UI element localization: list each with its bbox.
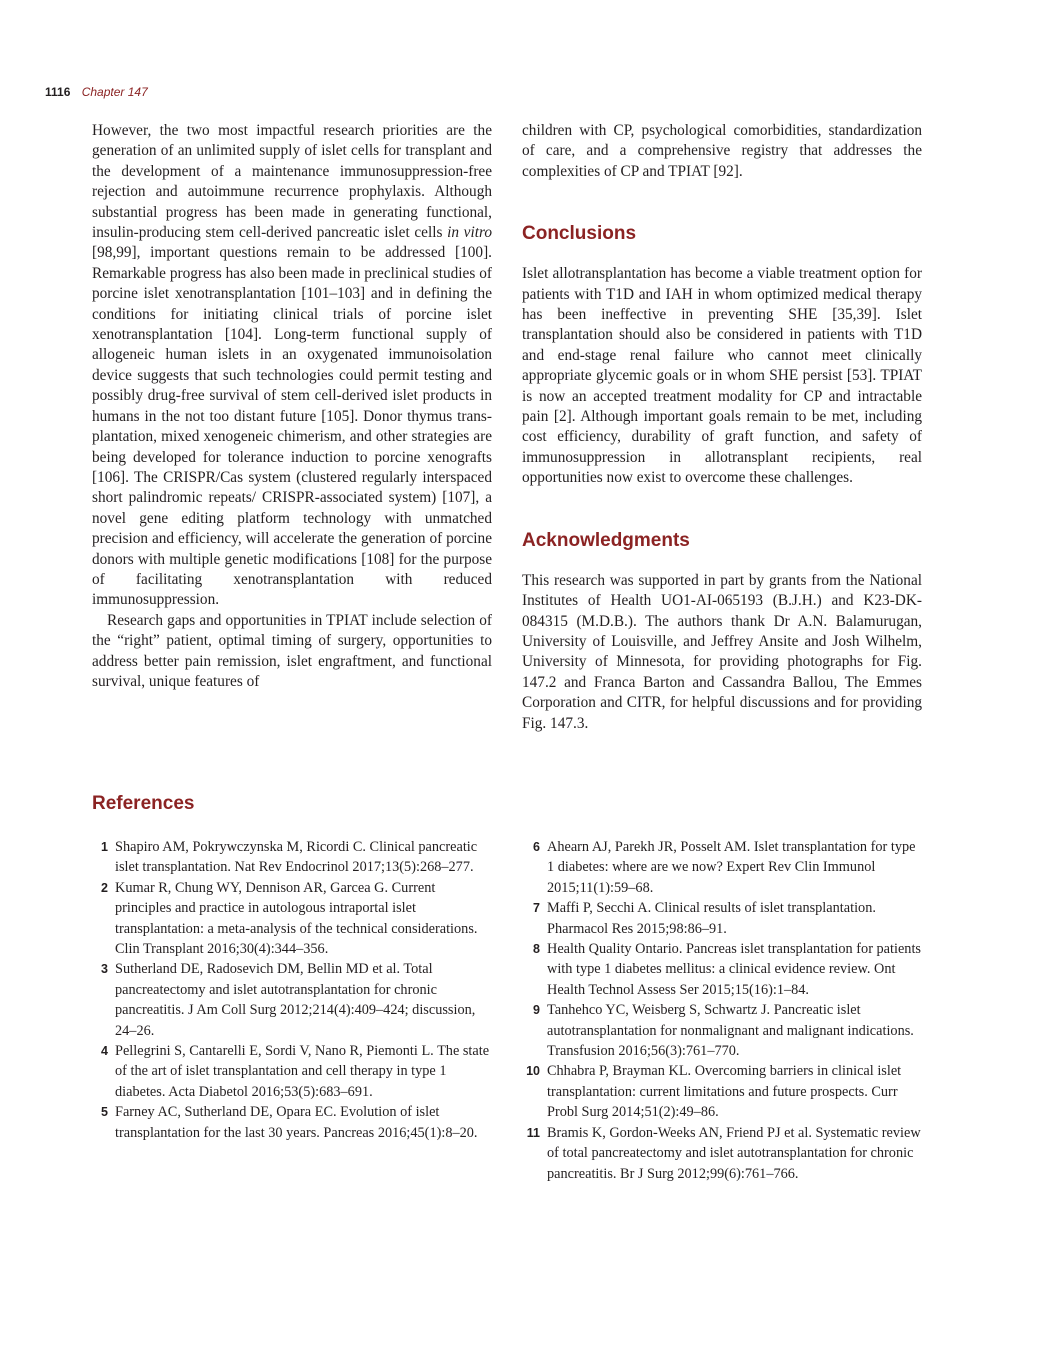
reference-text: Kumar R, Chung WY, Dennison AR, Garcea G. Current principles and practice in autologous intraportal islet transplantation: a meta-analysis of the technical considerations. Clin Transplant 2016;30(4):344–356. — [115, 879, 478, 958]
reference-text: Chhabra P, Brayman KL. Overcoming barriers in clinical islet transplantation: current limitations and future prospects. Curr Probl Surg 2014;51(2):49–86. — [547, 1063, 902, 1121]
reference-item — [92, 959, 492, 1041]
reference-number: 1 — [101, 840, 108, 854]
conclusions-heading: Conclusions — [522, 223, 637, 245]
reference-item — [522, 1061, 922, 1122]
page-number: 1116 — [45, 85, 71, 99]
reference-number: 10 — [526, 1064, 540, 1079]
reference-item — [522, 1000, 922, 1061]
paragraph-text: However, the two most impactful research priorities are the generation of an unlimited supply of islet cells for transplant and the development of a maintenance immunosuppression-free rejection and autoimmune recurrence prophylaxis. Although substantial progress has been made in generating functional, insulin-producing stem cell-derived pancreatic islet cells — [92, 122, 492, 242]
body-paragraph: Research gaps and opportunities in TPIAT include selection of the “right” patient, optimal timing of surgery, opportunities to address better pain remission, islet engraftment, and functional survival, unique features of — [92, 611, 492, 690]
italic-term: in vitro — [447, 224, 493, 242]
right-text-column — [522, 121, 922, 734]
reference-number: 2 — [101, 880, 108, 895]
reference-item — [92, 878, 492, 960]
body-paragraph — [92, 121, 492, 611]
reference-text: Bramis K, Gordon-Weeks AN, Friend PJ et al. Systematic review of total pancreatectomy and islet autotransplantation for chronic pancreatitis. Br J Surg 2012;99(6):761–766. — [547, 1124, 921, 1182]
acknowledgments-paragraph: This research was supported in part by grants from the National Institutes of Health UO1-AI-065193 (B.J.H.) and K23-DK-084315 (M.D.B.). The authors thank Dr A.N. Balamurugan, University of Louisville, and Jeffrey Ansite and Josh Wilhelm, University of Minnesota, for providing photographs for Fig. 147.2 and Franca Barton and Cassandra Ballou, The Emmes Corporation and CITR, for helpful discussions and for providing Fig. 147.3. — [522, 571, 922, 732]
conclusions-paragraph: Islet allotransplantation has become a viable treatment option for patients with T1D and IAH in whom optimized medical therapy has been ineffective in preventing SHE [35,39]. Islet transplantation should also be considered in patients with T1D and end-stage renal failure who cannot meet clinically appropriate glycemic goals or in whom SHE persist [53]. TPIAT is now an accepted treatment modality for CP and intractable pain [2]. Although important goals remain to be met, including cost efficiency, durability of graft function, and safety of immunosuppression in allotransplant recipients, real opportunities now exist to overcome these challenges. — [522, 265, 922, 487]
references-heading: References — [92, 793, 195, 814]
reference-item — [522, 898, 922, 939]
paragraph-text: [98,99], important questions remain to be addressed [100]. Remarkable progress has also been made in preclinical studies of porcine islet xenotransplantation [101–103] and in defining the conditions for initiating clinical trials of porcine islet xenotransplantation [104]. Long-term functional supply of allogeneic human islets in an oxygenated immunoisolation device suggests that such technologies could permit testing and possibly drug-free survival of stem cell-derived islet products in humans in the not too distant future [105]. Donor thymus transplantation, mixed xenogeneic chimerism, and other strategies are being developed for tolerance induction to porcine xenografts [106]. The CRISPR/Cas system (clustered regularly interspaced short palindromic repeats/ CRISPR-associated system) [107], a novel gene editing platform technology with unmatched precision and efficiency, will accelerate the generation of porcine donors with multiple genetic modifications [108] for the purpose of facilitating xenotransplantation with reduced immunosuppression. — [92, 244, 492, 609]
references-right-column — [522, 837, 922, 1184]
reference-item — [92, 837, 492, 878]
reference-number: 4 — [101, 1044, 108, 1059]
reference-item — [522, 837, 922, 898]
reference-number: 11 — [526, 1125, 540, 1140]
reference-text: Maffi P, Secchi A. Clinical results of islet transplantation. Pharmacol Res 2015;98:86–91. — [547, 900, 876, 937]
references-left-column — [92, 837, 492, 1143]
chapter-label: Chapter 147 — [81, 85, 148, 99]
reference-number: 5 — [101, 1105, 108, 1120]
reference-number: 7 — [533, 901, 540, 916]
reference-item — [92, 1102, 492, 1143]
reference-text: Pellegrini S, Cantarelli E, Sordi V, Nano R, Piemonti L. The state of the art of islet transplantation and cell therapy in type 1 diabetes. Acta Diabetol 2016;53(5):683–691. — [115, 1043, 490, 1100]
reference-number: 9 — [533, 1003, 540, 1018]
reference-text: Ahearn AJ, Parekh JR, Posselt AM. Islet transplantation for type 1 diabetes: where are we now? Expert Rev Clin Immunol 2015;11(1):59–68. — [547, 839, 916, 896]
reference-item — [92, 1041, 492, 1102]
reference-text: Sutherland DE, Radosevich DM, Bellin MD et al. Total pancreatectomy and islet autotransplantation for chronic pancreatitis. J Am Coll Surg 2012;214(4):409–424; discussion, 24–26. — [115, 961, 476, 1039]
reference-item — [522, 1123, 922, 1184]
body-paragraph: children with CP, psychological comorbidities, standardization of care, and a comprehensive registry that addresses the complexities of CP and TPIAT [92]. — [522, 122, 922, 180]
left-text-column — [92, 121, 492, 692]
reference-text: Shapiro AM, Pokrywczynska M, Ricordi C. Clinical pancreatic islet transplantation. Nat Rev Endocrinol 2017;13(5):268–277. — [115, 839, 478, 876]
reference-number: 6 — [533, 840, 540, 854]
reference-text: Farney AC, Sutherland DE, Opara EC. Evolution of islet transplantation for the last 30 years. Pancreas 2016;45(1):8–20. — [115, 1104, 478, 1141]
reference-number: 3 — [101, 962, 108, 977]
reference-number: 8 — [533, 942, 540, 957]
reference-text: Tanhehco YC, Weisberg S, Schwartz J. Pancreatic islet autotransplantation for nonmalignant and malignant indications. Transfusion 2016;56(3):761–770. — [547, 1002, 914, 1060]
reference-item — [522, 939, 922, 1000]
running-header — [45, 85, 148, 99]
acknowledgments-heading: Acknowledgments — [522, 529, 690, 551]
reference-text: Health Quality Ontario. Pancreas islet transplantation for patients with type 1 diabetes mellitus: a clinical evidence review. Ont Health Technol Assess Ser 2015;15(16):1–84. — [547, 941, 921, 998]
